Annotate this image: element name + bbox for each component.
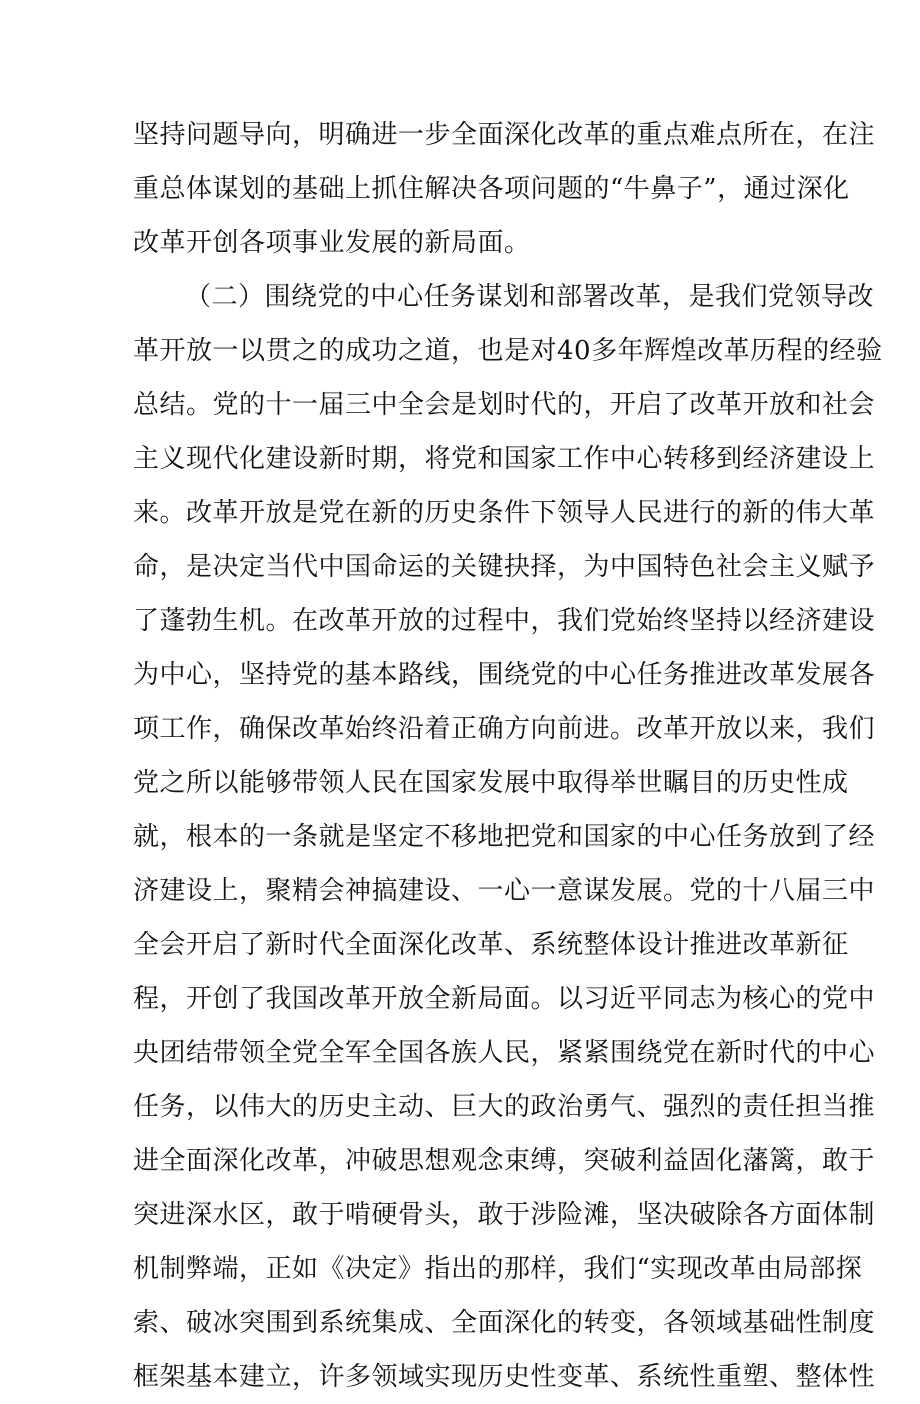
text-line: 任务，以伟大的历史主动、巨大的政治勇气、强烈的责任担当推 [133,1092,876,1122]
text-line: 项工作，确保改革始终沿着正确方向前进。改革开放以来，我们 [133,714,876,744]
text-line: 总结。党的十一届三中全会是划时代的，开启了改革开放和社会 [133,390,876,420]
text-line: （二）围绕党的中心任务谋划和部署改革，是我们党领导改 [185,282,875,312]
text-line: 来。改革开放是党在新的历史条件下领导人民进行的新的伟大革 [133,498,876,528]
text-line: 坚持问题导向，明确进一步全面深化改革的重点难点所在，在注 [133,120,876,150]
body-text [133,108,883,1404]
text-line: 突进深水区，敢于啃硬骨头，敢于涉险滩，坚决破除各方面体制 [133,1200,876,1230]
text-line: 央团结带领全党全军全国各族人民，紧紧围绕党在新时代的中心 [133,1038,876,1068]
text-line: 党之所以能够带领人民在国家发展中取得举世瞩目的历史性成 [133,768,849,798]
text-line: 就，根本的一条就是坚定不移地把党和国家的中心任务放到了经 [133,822,876,852]
text-line: 机制弊端，正如《决定》指出的那样，我们“实现改革由局部探 [133,1254,863,1284]
text-line: 了蓬勃生机。在改革开放的过程中，我们党始终坚持以经济建设 [133,606,876,636]
text-line: 命，是决定当代中国命运的关键抉择，为中国特色社会主义赋予 [133,552,876,582]
text-line: 为中心，坚持党的基本路线，围绕党的中心任务推进改革发展各 [133,660,876,690]
text-line: 重总体谋划的基础上抓住解决各项问题的“牛鼻子”，通过深化 [133,174,850,204]
text-line: 主义现代化建设新时期，将党和国家工作中心转移到经济建设上 [133,444,876,474]
text-line: 改革开创各项事业发展的新局面。 [133,228,531,258]
text-line: 革开放一以贯之的成功之道，也是对40多年辉煌改革历程的经验 [133,336,883,366]
text-line: 进全面深化改革，冲破思想观念束缚，突破利益固化藩篱，敢于 [133,1146,876,1176]
text-line: 济建设上，聚精会神搞建设、一心一意谋发展。党的十八届三中 [133,876,876,906]
text-line: 框架基本建立，许多领域实现历史性变革、系统性重塑、整体性 [133,1362,876,1392]
text-line: 程，开创了我国改革开放全新局面。以习近平同志为核心的党中 [133,984,876,1014]
text-line: 索、破冰突围到系统集成、全面深化的转变，各领域基础性制度 [133,1308,876,1338]
text-line: 全会开启了新时代全面深化改革、系统整体设计推进改革新征 [133,930,849,960]
